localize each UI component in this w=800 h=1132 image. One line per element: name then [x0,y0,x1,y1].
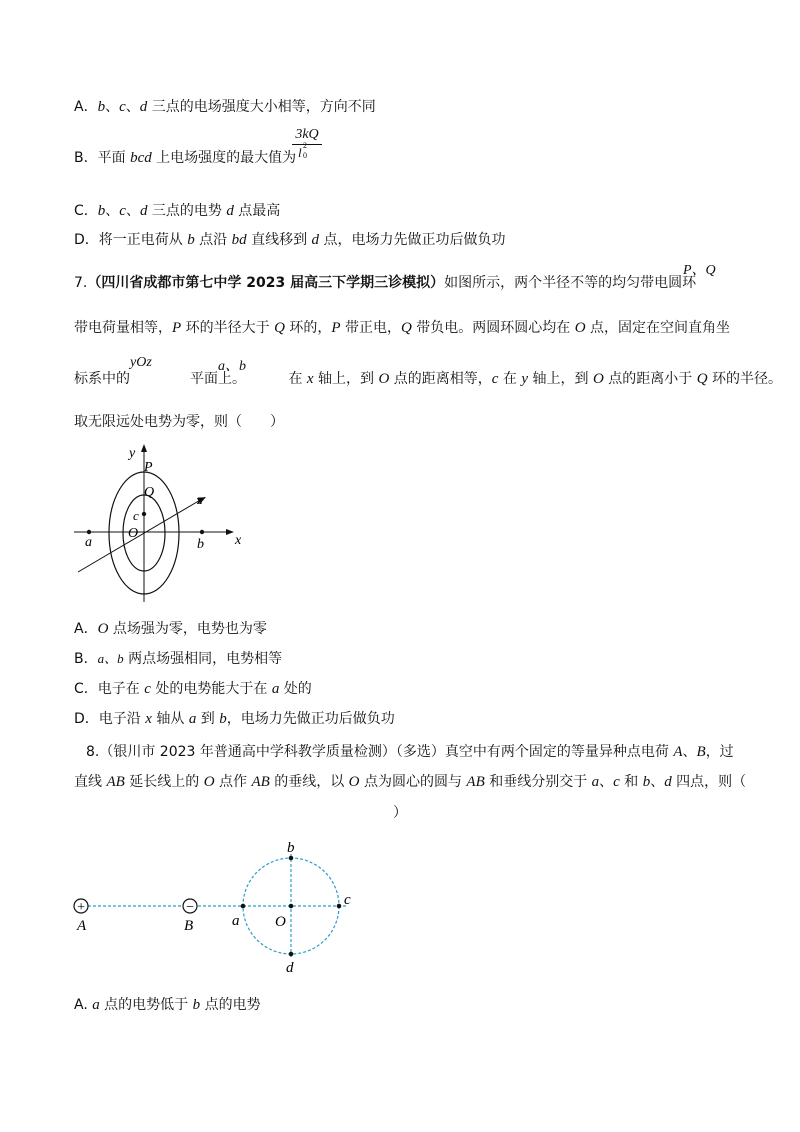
q7-option-a: A．O 点场强为零，电势也为零 [74,621,267,637]
charge-a-sign: + [76,900,86,915]
label-z: z [197,493,203,508]
label-x: x [235,533,242,548]
label-a: a [232,913,240,929]
label-c: c [344,892,351,908]
q6-option-c: C．b、c、d 三点的电势 d 点最高 [74,203,281,219]
charge-b-sign: − [185,900,195,915]
sep: 、 [125,99,140,115]
point-c [142,512,146,516]
label-Q: Q [144,485,155,500]
question-number: 8. [86,744,100,760]
pq-label: P、Q [683,263,716,278]
fraction-denominator: l 2 0 [298,141,307,160]
label-b: b [287,840,295,856]
point-b [289,856,294,861]
question-number: 7. [74,275,88,291]
label-O: O [128,526,139,541]
option-prefix: B． [74,150,98,166]
point-b [200,530,204,534]
question-source: （银川市 2023 年普通高中学科教学质量检测） [99,744,396,760]
label-y: y [129,446,136,461]
q8-stem-line-2: 直线 AB 延长线上的 O 点作 AB 的垂线，以 O 点为圆心的圆与 AB 和垂线分别交于 a、c 和 b、d 四点，则（ [74,774,747,790]
label-a: a [85,535,92,550]
q8-option-a: A. a 点的电势低于 b 点的电势 [74,997,261,1013]
q6-option-a [74,97,376,117]
q6-option-b [74,148,296,168]
option-prefix: D． [74,232,99,248]
label-P: P [144,460,153,475]
q7-option-c: C．电子在 c 处的电势能大于在 a 处的 [74,681,312,697]
option-prefix: A． [74,99,98,115]
option-text: 平面 [97,150,131,166]
q8-stem-line-1: 8.（银川市 2023 年普通高中学科教学质量检测）（多选）真空中有两个固定的等量异种点电荷 A、B，过 [86,744,734,760]
plane-label: yOz [130,355,152,370]
q7-figure [70,440,260,605]
q7-option-b: B．a、b 两点场强相同，电势相等 [74,651,283,667]
label-B: B [184,918,194,934]
fraction [290,126,324,161]
y-arrow [141,444,147,452]
q7-stem-line-1 [74,273,696,293]
point-a [241,904,246,909]
point-d [289,952,294,957]
option-text: 三点的电场强度大小相等，方向不同 [147,99,376,115]
point-c [337,904,342,909]
label-O: O [275,914,286,930]
sep: 、 [105,99,120,115]
ab-label: a、b [218,359,246,374]
fraction-numerator: 3kQ [295,127,319,142]
q7-stem-line-2: 带电荷量相等，P 环的半径大于 Q 环的，P 带正电，Q 带负电。两圆环圆心均在 O 点，固定在空间直角坐 [74,320,731,336]
var: c [119,99,126,115]
q8-figure [68,836,368,981]
q7-stem-line-4: 取无限远处电势为零，则（ ） [74,414,284,430]
option-prefix: C． [74,203,98,219]
var: d [139,99,148,115]
label-A: A [77,918,87,934]
point-o [289,904,294,909]
var: bcd [130,150,152,166]
var: b [97,99,106,115]
point-a [87,530,91,534]
label-c: c [133,508,139,523]
label-b: b [197,537,204,552]
q7-stem-line-3: 标系中的 平面上。 在 x 轴上，到 O 点的距离相等，c 在 y 轴上，到 O 点的距离小于 Q 环的半径。 [74,371,782,387]
q7-option-d: D．电子沿 x 轴从 a 到 b，电场力先做正功后做负功 [74,711,395,727]
question-source: （四川省成都市第七中学 2023 届高三下学期三诊模拟） [87,275,445,291]
q6-option-d: D．将一正电荷从 b 点沿 bd 直线移到 d 点，电场力先做正功后做负功 [74,232,506,248]
option-text: 上电场强度的最大值为 [151,150,297,166]
x-arrow [226,529,234,535]
z-axis [78,499,202,572]
question-text: 如图所示，两个半径不等的均匀带电圆环 [444,275,697,291]
q8-stem-line-3: ） [393,805,407,821]
label-d: d [286,960,294,976]
